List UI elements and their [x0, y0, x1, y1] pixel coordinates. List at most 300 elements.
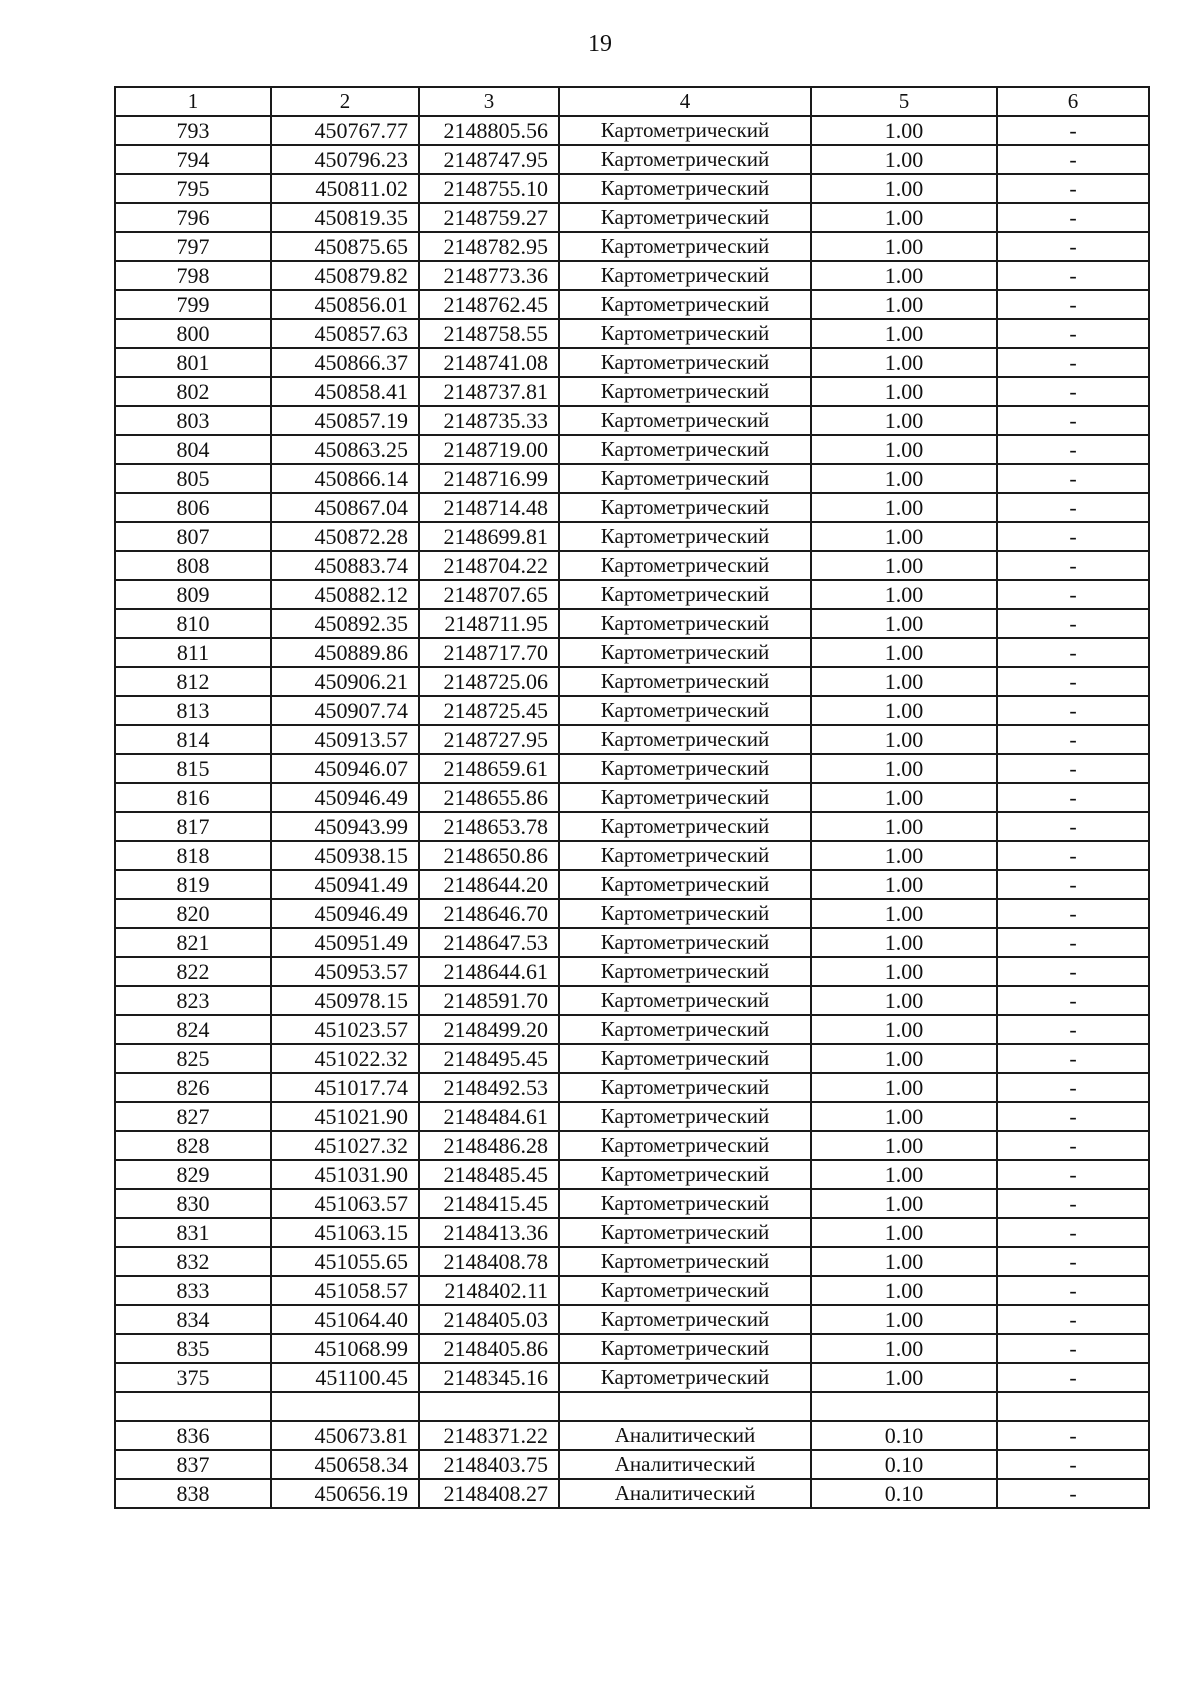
- x-coordinate-cell: 451063.15: [271, 1218, 419, 1247]
- point-number-cell: 834: [115, 1305, 271, 1334]
- y-coordinate-cell: 2148345.16: [419, 1363, 559, 1392]
- method-cell: Картометрический: [559, 145, 811, 174]
- table-row: [115, 1334, 1149, 1363]
- point-number-cell: 825: [115, 1044, 271, 1073]
- table-row: [115, 1392, 1149, 1421]
- x-coordinate-cell: 451068.99: [271, 1334, 419, 1363]
- table-row: [115, 812, 1149, 841]
- method-cell: Картометрический: [559, 435, 811, 464]
- y-coordinate-cell: 2148741.08: [419, 348, 559, 377]
- y-coordinate-cell: 2148653.78: [419, 812, 559, 841]
- point-number-cell: 796: [115, 203, 271, 232]
- table-row: [115, 145, 1149, 174]
- note-cell: -: [997, 1421, 1149, 1450]
- point-number-cell: 838: [115, 1479, 271, 1508]
- table-row: [115, 986, 1149, 1015]
- table-row: [115, 174, 1149, 203]
- header-col-4: 4: [559, 87, 811, 116]
- point-number-cell: 816: [115, 783, 271, 812]
- x-coordinate-cell: 450889.86: [271, 638, 419, 667]
- note-cell: -: [997, 928, 1149, 957]
- x-coordinate-cell: 451031.90: [271, 1160, 419, 1189]
- y-coordinate-cell: 2148717.70: [419, 638, 559, 667]
- x-coordinate-cell: 450951.49: [271, 928, 419, 957]
- method-cell: Картометрический: [559, 899, 811, 928]
- point-number-cell: 837: [115, 1450, 271, 1479]
- point-number-cell: 809: [115, 580, 271, 609]
- table-row: [115, 870, 1149, 899]
- note-cell: -: [997, 986, 1149, 1015]
- method-cell: Картометрический: [559, 1363, 811, 1392]
- accuracy-cell: 1.00: [811, 348, 997, 377]
- accuracy-cell: 1.00: [811, 667, 997, 696]
- y-coordinate-cell: 2148484.61: [419, 1102, 559, 1131]
- header-col-6: 6: [997, 87, 1149, 116]
- table-row: [115, 1305, 1149, 1334]
- x-coordinate-cell: 450882.12: [271, 580, 419, 609]
- x-coordinate-cell: 450767.77: [271, 116, 419, 145]
- table-row: [115, 1479, 1149, 1508]
- accuracy-cell: 1.00: [811, 1218, 997, 1247]
- method-cell: Картометрический: [559, 928, 811, 957]
- table-row: [115, 1073, 1149, 1102]
- point-number-cell: 798: [115, 261, 271, 290]
- y-coordinate-cell: 2148762.45: [419, 290, 559, 319]
- y-coordinate-cell: 2148495.45: [419, 1044, 559, 1073]
- y-coordinate-cell: 2148727.95: [419, 725, 559, 754]
- note-cell: -: [997, 319, 1149, 348]
- point-number-cell: 832: [115, 1247, 271, 1276]
- x-coordinate-cell: 451027.32: [271, 1131, 419, 1160]
- method-cell: Картометрический: [559, 261, 811, 290]
- accuracy-cell: 1.00: [811, 290, 997, 319]
- y-coordinate-cell: 2148747.95: [419, 145, 559, 174]
- y-coordinate-cell: 2148646.70: [419, 899, 559, 928]
- header-col-1: 1: [115, 87, 271, 116]
- x-coordinate-cell: 451021.90: [271, 1102, 419, 1131]
- table-row: [115, 232, 1149, 261]
- y-coordinate-cell: 2148711.95: [419, 609, 559, 638]
- x-coordinate-cell: 450656.19: [271, 1479, 419, 1508]
- y-coordinate-cell: 2148805.56: [419, 116, 559, 145]
- table-row: [115, 1218, 1149, 1247]
- note-cell: -: [997, 435, 1149, 464]
- y-coordinate-cell: 2148755.10: [419, 174, 559, 203]
- header-col-3: 3: [419, 87, 559, 116]
- note-cell: -: [997, 1479, 1149, 1508]
- point-number-cell: 804: [115, 435, 271, 464]
- method-cell: Картометрический: [559, 203, 811, 232]
- table-row: [115, 319, 1149, 348]
- y-coordinate-cell: 2148408.27: [419, 1479, 559, 1508]
- note-cell: -: [997, 1015, 1149, 1044]
- note-cell: -: [997, 406, 1149, 435]
- method-cell: Картометрический: [559, 609, 811, 638]
- method-cell: Картометрический: [559, 522, 811, 551]
- method-cell: Картометрический: [559, 1131, 811, 1160]
- point-number-cell: 800: [115, 319, 271, 348]
- y-coordinate-cell: 2148486.28: [419, 1131, 559, 1160]
- y-coordinate-cell: 2148485.45: [419, 1160, 559, 1189]
- accuracy-cell: 1.00: [811, 783, 997, 812]
- table-row: [115, 435, 1149, 464]
- table-header: [115, 87, 1149, 116]
- note-cell: -: [997, 812, 1149, 841]
- point-number-cell: 820: [115, 899, 271, 928]
- note-cell: -: [997, 261, 1149, 290]
- point-number-cell: 795: [115, 174, 271, 203]
- table-row: [115, 1450, 1149, 1479]
- accuracy-cell: 1.00: [811, 986, 997, 1015]
- accuracy-cell: 1.00: [811, 1189, 997, 1218]
- table-row: [115, 696, 1149, 725]
- table-row: [115, 493, 1149, 522]
- x-coordinate-cell: 450858.41: [271, 377, 419, 406]
- x-coordinate-cell: 450892.35: [271, 609, 419, 638]
- method-cell: Картометрический: [559, 232, 811, 261]
- point-number-cell: 808: [115, 551, 271, 580]
- method-cell: Картометрический: [559, 551, 811, 580]
- table-row: [115, 464, 1149, 493]
- accuracy-cell: 1.00: [811, 928, 997, 957]
- x-coordinate-cell: 450819.35: [271, 203, 419, 232]
- header-row: [115, 87, 1149, 116]
- y-coordinate-cell: 2148704.22: [419, 551, 559, 580]
- x-coordinate-cell: 450866.14: [271, 464, 419, 493]
- accuracy-cell: 1.00: [811, 377, 997, 406]
- note-cell: -: [997, 1276, 1149, 1305]
- point-number-cell: 821: [115, 928, 271, 957]
- x-coordinate-cell: 450872.28: [271, 522, 419, 551]
- point-number-cell: 824: [115, 1015, 271, 1044]
- point-number-cell: 802: [115, 377, 271, 406]
- note-cell: -: [997, 638, 1149, 667]
- x-coordinate-cell: 450946.49: [271, 899, 419, 928]
- accuracy-cell: 1.00: [811, 551, 997, 580]
- table-row: [115, 1247, 1149, 1276]
- method-cell: Картометрический: [559, 406, 811, 435]
- method-cell: Картометрический: [559, 638, 811, 667]
- table-row: [115, 1160, 1149, 1189]
- method-cell: Картометрический: [559, 1189, 811, 1218]
- point-number-cell: 812: [115, 667, 271, 696]
- point-number-cell: 833: [115, 1276, 271, 1305]
- accuracy-cell: 1.00: [811, 638, 997, 667]
- method-cell: Картометрический: [559, 783, 811, 812]
- y-coordinate-cell: 2148402.11: [419, 1276, 559, 1305]
- y-coordinate-cell: 2148716.99: [419, 464, 559, 493]
- table-row: [115, 667, 1149, 696]
- x-coordinate-cell: 450938.15: [271, 841, 419, 870]
- method-cell: Картометрический: [559, 1218, 811, 1247]
- note-cell: -: [997, 899, 1149, 928]
- note-cell: -: [997, 551, 1149, 580]
- table-row: [115, 754, 1149, 783]
- method-cell: Аналитический: [559, 1479, 811, 1508]
- accuracy-cell: 1.00: [811, 957, 997, 986]
- x-coordinate-cell: 450946.49: [271, 783, 419, 812]
- page-number: 19: [588, 31, 612, 57]
- accuracy-cell: 1.00: [811, 609, 997, 638]
- point-number-cell: 805: [115, 464, 271, 493]
- header-col-5: 5: [811, 87, 997, 116]
- note-cell: -: [997, 1189, 1149, 1218]
- method-cell: Картометрический: [559, 1334, 811, 1363]
- accuracy-cell: 0.10: [811, 1450, 997, 1479]
- x-coordinate-cell: 450879.82: [271, 261, 419, 290]
- accuracy-cell: 1.00: [811, 145, 997, 174]
- header-col-2: 2: [271, 87, 419, 116]
- method-cell: Картометрический: [559, 580, 811, 609]
- accuracy-cell: 1.00: [811, 232, 997, 261]
- accuracy-cell: 1.00: [811, 1247, 997, 1276]
- accuracy-cell: 1.00: [811, 319, 997, 348]
- x-coordinate-cell: 451064.40: [271, 1305, 419, 1334]
- point-number-cell: 801: [115, 348, 271, 377]
- note-cell: -: [997, 232, 1149, 261]
- table-row: [115, 1131, 1149, 1160]
- note-cell: -: [997, 1305, 1149, 1334]
- note-cell: -: [997, 754, 1149, 783]
- y-coordinate-cell: 2148719.00: [419, 435, 559, 464]
- accuracy-cell: 1.00: [811, 899, 997, 928]
- x-coordinate-cell: 450946.07: [271, 754, 419, 783]
- y-coordinate-cell: 2148699.81: [419, 522, 559, 551]
- note-cell: -: [997, 1334, 1149, 1363]
- method-cell: Картометрический: [559, 1015, 811, 1044]
- accuracy-cell: 1.00: [811, 812, 997, 841]
- x-coordinate-cell: [271, 1392, 419, 1421]
- x-coordinate-cell: 450811.02: [271, 174, 419, 203]
- note-cell: -: [997, 377, 1149, 406]
- point-number-cell: 829: [115, 1160, 271, 1189]
- table-row: [115, 609, 1149, 638]
- accuracy-cell: 1.00: [811, 116, 997, 145]
- x-coordinate-cell: 451055.65: [271, 1247, 419, 1276]
- method-cell: Картометрический: [559, 1044, 811, 1073]
- x-coordinate-cell: 450953.57: [271, 957, 419, 986]
- table-row: [115, 638, 1149, 667]
- y-coordinate-cell: 2148759.27: [419, 203, 559, 232]
- point-number-cell: 817: [115, 812, 271, 841]
- point-number-cell: 835: [115, 1334, 271, 1363]
- method-cell: Картометрический: [559, 1102, 811, 1131]
- note-cell: -: [997, 580, 1149, 609]
- table-row: [115, 522, 1149, 551]
- y-coordinate-cell: 2148413.36: [419, 1218, 559, 1247]
- point-number-cell: 814: [115, 725, 271, 754]
- accuracy-cell: 1.00: [811, 1131, 997, 1160]
- point-number-cell: 815: [115, 754, 271, 783]
- x-coordinate-cell: 451017.74: [271, 1073, 419, 1102]
- y-coordinate-cell: 2148644.20: [419, 870, 559, 899]
- table-row: [115, 203, 1149, 232]
- method-cell: Картометрический: [559, 667, 811, 696]
- point-number-cell: 827: [115, 1102, 271, 1131]
- x-coordinate-cell: 450875.65: [271, 232, 419, 261]
- method-cell: Картометрический: [559, 464, 811, 493]
- note-cell: -: [997, 116, 1149, 145]
- x-coordinate-cell: 451023.57: [271, 1015, 419, 1044]
- y-coordinate-cell: 2148650.86: [419, 841, 559, 870]
- note-cell: -: [997, 145, 1149, 174]
- x-coordinate-cell: 450673.81: [271, 1421, 419, 1450]
- accuracy-cell: 1.00: [811, 1160, 997, 1189]
- accuracy-cell: 0.10: [811, 1479, 997, 1508]
- method-cell: Картометрический: [559, 696, 811, 725]
- point-number-cell: 830: [115, 1189, 271, 1218]
- point-number-cell: 828: [115, 1131, 271, 1160]
- point-number-cell: 813: [115, 696, 271, 725]
- point-number-cell: 807: [115, 522, 271, 551]
- y-coordinate-cell: 2148415.45: [419, 1189, 559, 1218]
- note-cell: -: [997, 1102, 1149, 1131]
- x-coordinate-cell: 450978.15: [271, 986, 419, 1015]
- point-number-cell: 794: [115, 145, 271, 174]
- method-cell: Картометрический: [559, 174, 811, 203]
- point-number-cell: 793: [115, 116, 271, 145]
- point-number-cell: 797: [115, 232, 271, 261]
- point-number-cell: 818: [115, 841, 271, 870]
- y-coordinate-cell: 2148773.36: [419, 261, 559, 290]
- accuracy-cell: 1.00: [811, 1276, 997, 1305]
- note-cell: -: [997, 348, 1149, 377]
- method-cell: Картометрический: [559, 812, 811, 841]
- note-cell: -: [997, 464, 1149, 493]
- accuracy-cell: 1.00: [811, 493, 997, 522]
- method-cell: Картометрический: [559, 116, 811, 145]
- note-cell: -: [997, 841, 1149, 870]
- x-coordinate-cell: 451022.32: [271, 1044, 419, 1073]
- y-coordinate-cell: 2148707.65: [419, 580, 559, 609]
- y-coordinate-cell: 2148647.53: [419, 928, 559, 957]
- point-number-cell: 799: [115, 290, 271, 319]
- method-cell: [559, 1392, 811, 1421]
- method-cell: Картометрический: [559, 957, 811, 986]
- table-body: [115, 116, 1149, 1508]
- table-row: [115, 725, 1149, 754]
- x-coordinate-cell: 450658.34: [271, 1450, 419, 1479]
- table-row: [115, 580, 1149, 609]
- accuracy-cell: 1.00: [811, 754, 997, 783]
- y-coordinate-cell: 2148408.78: [419, 1247, 559, 1276]
- accuracy-cell: 1.00: [811, 1044, 997, 1073]
- method-cell: Картометрический: [559, 841, 811, 870]
- x-coordinate-cell: 450867.04: [271, 493, 419, 522]
- table-row: [115, 551, 1149, 580]
- note-cell: -: [997, 1363, 1149, 1392]
- x-coordinate-cell: 450856.01: [271, 290, 419, 319]
- y-coordinate-cell: 2148782.95: [419, 232, 559, 261]
- note-cell: -: [997, 290, 1149, 319]
- point-number-cell: 823: [115, 986, 271, 1015]
- method-cell: Картометрический: [559, 870, 811, 899]
- note-cell: -: [997, 725, 1149, 754]
- table-row: [115, 899, 1149, 928]
- accuracy-cell: 1.00: [811, 522, 997, 551]
- method-cell: Картометрический: [559, 377, 811, 406]
- y-coordinate-cell: 2148499.20: [419, 1015, 559, 1044]
- x-coordinate-cell: 450913.57: [271, 725, 419, 754]
- method-cell: Картометрический: [559, 1073, 811, 1102]
- table-row: [115, 1044, 1149, 1073]
- point-number-cell: 811: [115, 638, 271, 667]
- accuracy-cell: 1.00: [811, 1334, 997, 1363]
- y-coordinate-cell: 2148492.53: [419, 1073, 559, 1102]
- note-cell: -: [997, 1131, 1149, 1160]
- point-number-cell: 826: [115, 1073, 271, 1102]
- table-row: [115, 1015, 1149, 1044]
- table-row: [115, 290, 1149, 319]
- table-row: [115, 1102, 1149, 1131]
- note-cell: -: [997, 1247, 1149, 1276]
- method-cell: Картометрический: [559, 1247, 811, 1276]
- method-cell: Аналитический: [559, 1450, 811, 1479]
- x-coordinate-cell: 450857.19: [271, 406, 419, 435]
- x-coordinate-cell: 450796.23: [271, 145, 419, 174]
- method-cell: Картометрический: [559, 290, 811, 319]
- note-cell: -: [997, 783, 1149, 812]
- accuracy-cell: 1.00: [811, 580, 997, 609]
- accuracy-cell: 1.00: [811, 174, 997, 203]
- x-coordinate-cell: 450883.74: [271, 551, 419, 580]
- table-row: [115, 783, 1149, 812]
- y-coordinate-cell: 2148591.70: [419, 986, 559, 1015]
- table-row: [115, 261, 1149, 290]
- method-cell: Аналитический: [559, 1421, 811, 1450]
- y-coordinate-cell: 2148655.86: [419, 783, 559, 812]
- y-coordinate-cell: 2148725.06: [419, 667, 559, 696]
- y-coordinate-cell: 2148659.61: [419, 754, 559, 783]
- x-coordinate-cell: 450857.63: [271, 319, 419, 348]
- note-cell: -: [997, 957, 1149, 986]
- y-coordinate-cell: 2148403.75: [419, 1450, 559, 1479]
- table-row: [115, 406, 1149, 435]
- y-coordinate-cell: 2148725.45: [419, 696, 559, 725]
- x-coordinate-cell: 450863.25: [271, 435, 419, 464]
- accuracy-cell: 1.00: [811, 1015, 997, 1044]
- note-cell: -: [997, 609, 1149, 638]
- method-cell: Картометрический: [559, 754, 811, 783]
- table-row: [115, 1189, 1149, 1218]
- note-cell: -: [997, 174, 1149, 203]
- note-cell: -: [997, 493, 1149, 522]
- accuracy-cell: 1.00: [811, 841, 997, 870]
- accuracy-cell: 1.00: [811, 406, 997, 435]
- point-number-cell: 819: [115, 870, 271, 899]
- y-coordinate-cell: 2148737.81: [419, 377, 559, 406]
- method-cell: Картометрический: [559, 725, 811, 754]
- table-row: [115, 1276, 1149, 1305]
- accuracy-cell: 1.00: [811, 1363, 997, 1392]
- table-row: [115, 957, 1149, 986]
- x-coordinate-cell: 451100.45: [271, 1363, 419, 1392]
- coordinates-table: [114, 86, 1150, 1509]
- table-row: [115, 1421, 1149, 1450]
- note-cell: -: [997, 1160, 1149, 1189]
- y-coordinate-cell: [419, 1392, 559, 1421]
- y-coordinate-cell: 2148758.55: [419, 319, 559, 348]
- note-cell: -: [997, 870, 1149, 899]
- y-coordinate-cell: 2148714.48: [419, 493, 559, 522]
- point-number-cell: 806: [115, 493, 271, 522]
- table-row: [115, 116, 1149, 145]
- y-coordinate-cell: 2148405.86: [419, 1334, 559, 1363]
- point-number-cell: 375: [115, 1363, 271, 1392]
- method-cell: Картометрический: [559, 1305, 811, 1334]
- method-cell: Картометрический: [559, 986, 811, 1015]
- method-cell: Картометрический: [559, 493, 811, 522]
